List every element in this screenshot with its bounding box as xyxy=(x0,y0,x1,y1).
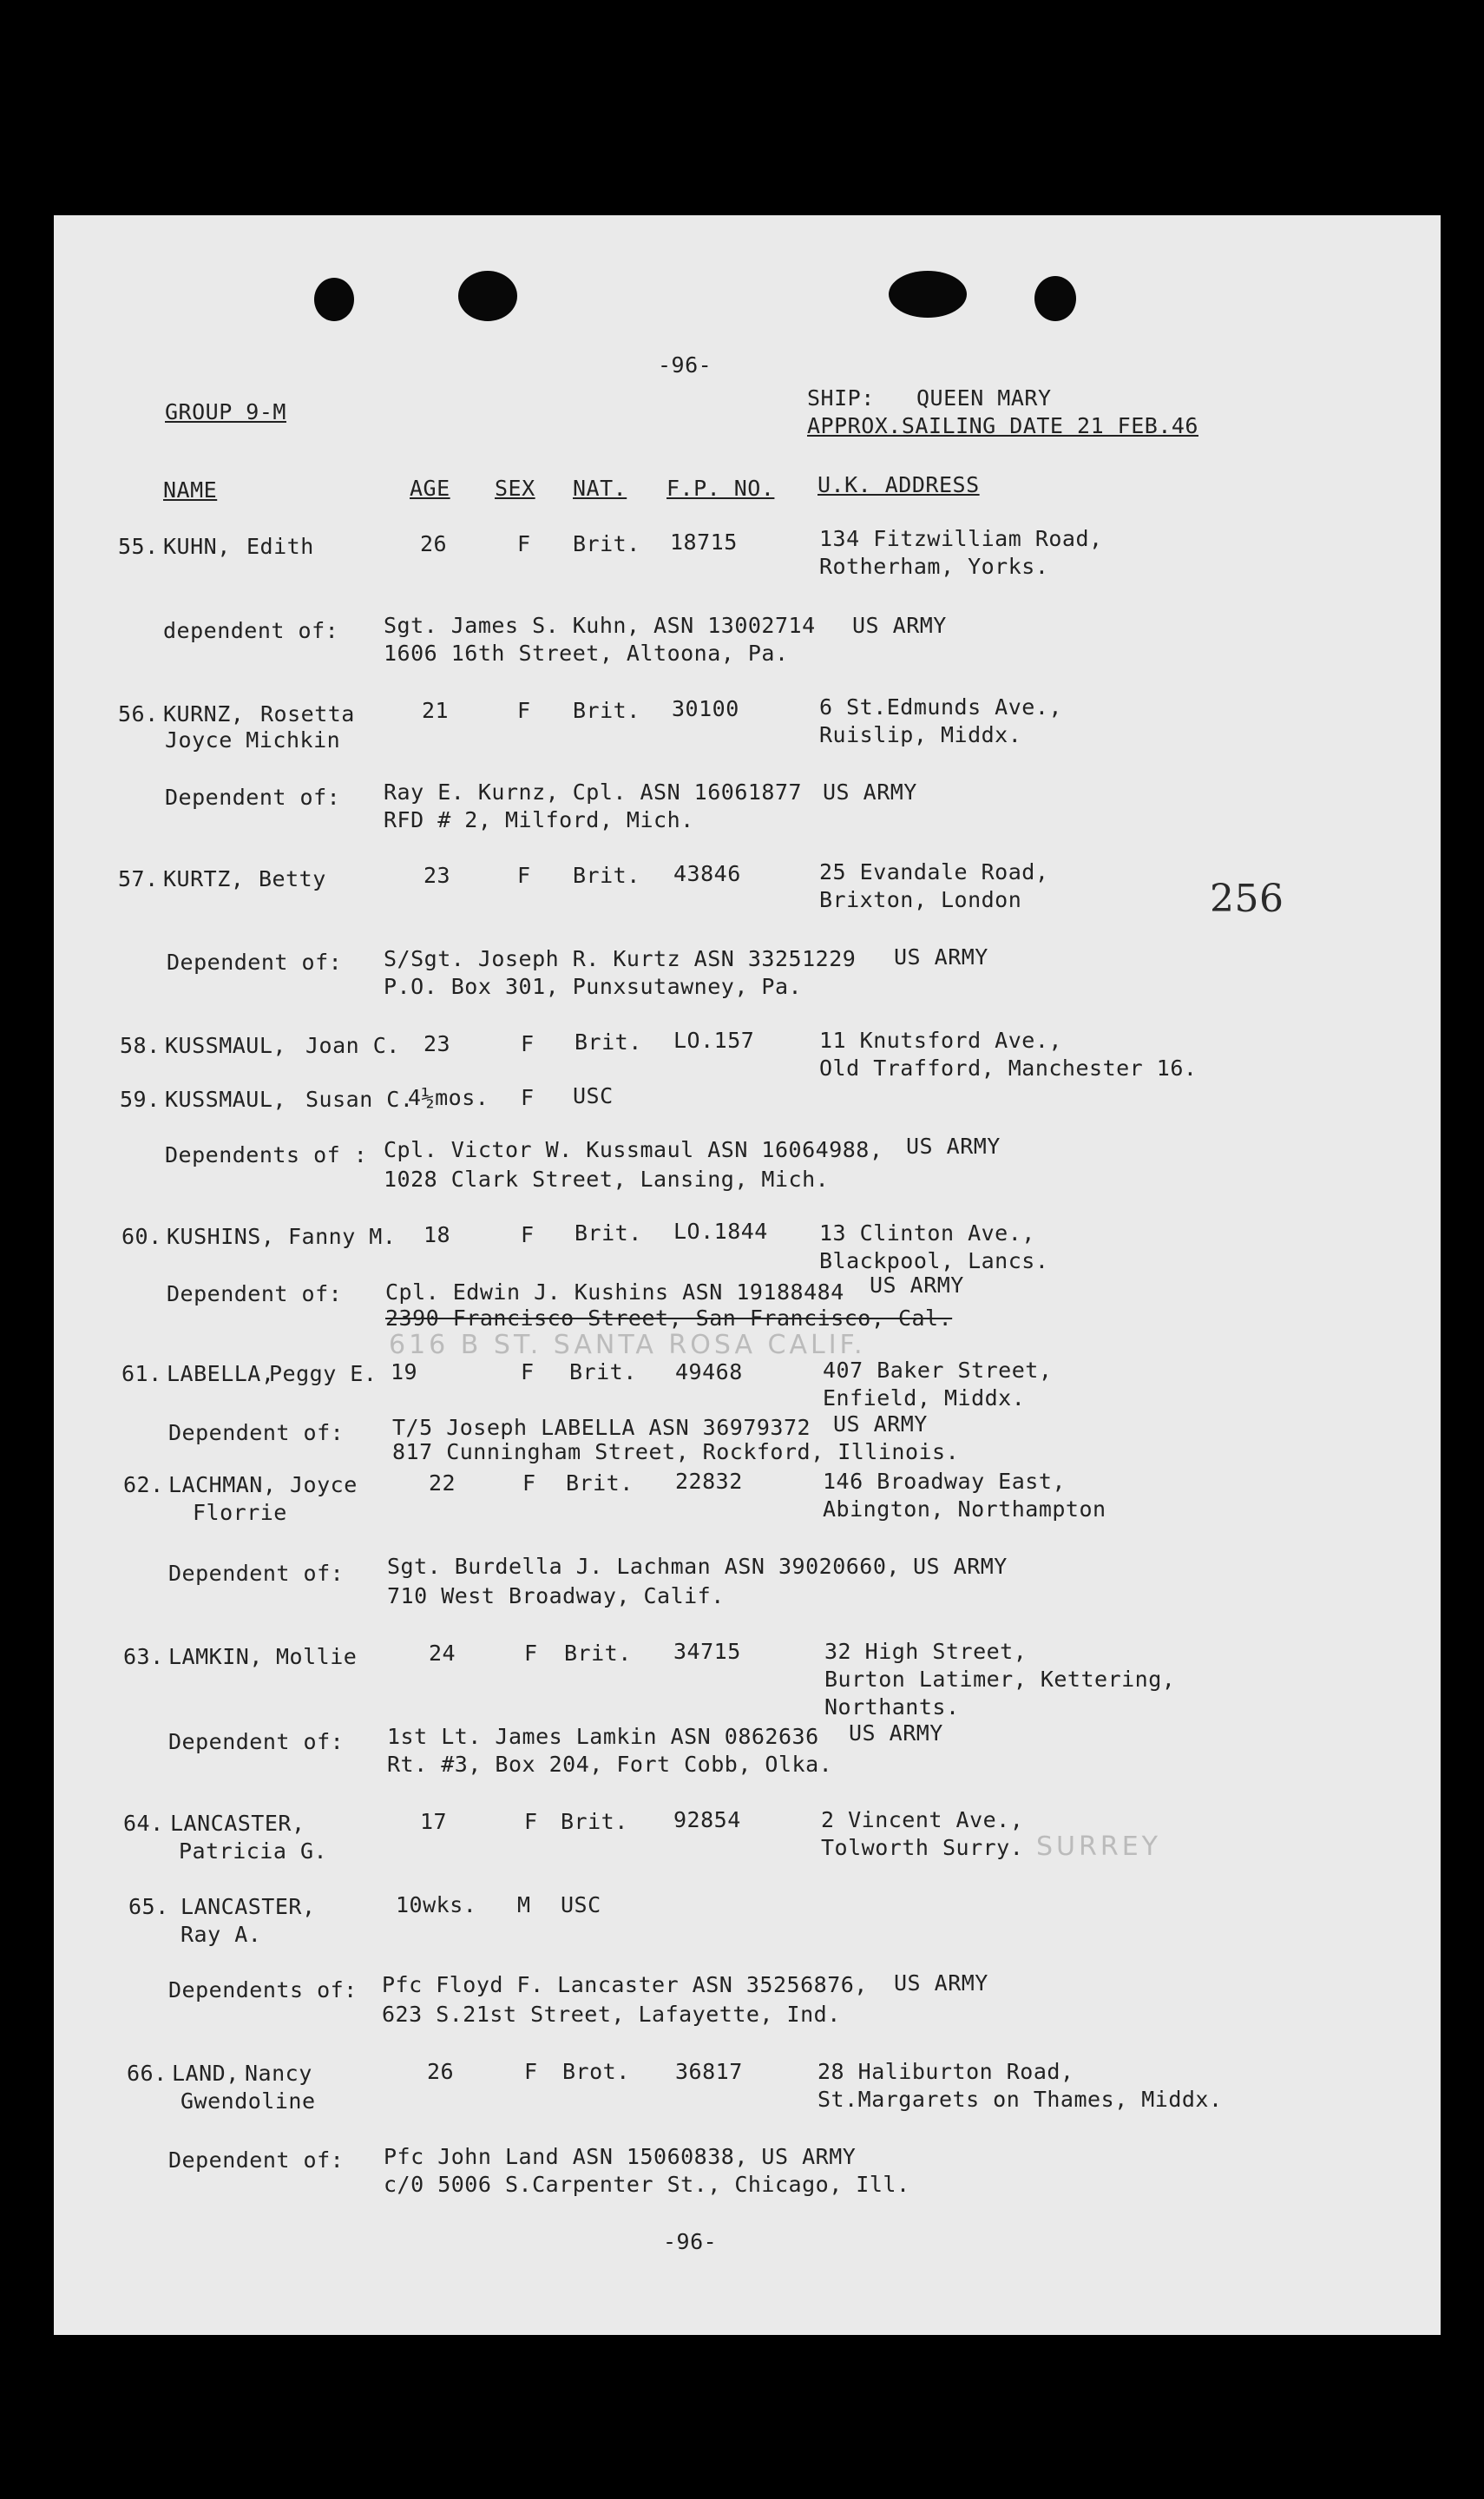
entry-sex: F xyxy=(522,1470,536,1496)
entry-age: 21 xyxy=(422,698,450,723)
ship-label: SHIP: xyxy=(807,385,875,411)
entry-address-2: Enfield, Middx. xyxy=(823,1385,1026,1411)
dependent-name: Cpl. Victor W. Kussmaul ASN 16064988, xyxy=(384,1137,883,1162)
entry-address-1: 407 Baker Street, xyxy=(823,1358,1053,1383)
entry-number: 61. xyxy=(121,1361,162,1386)
entry-sex: F xyxy=(517,698,531,723)
dependent-name: Sgt. Burdella J. Lachman ASN 39020660, xyxy=(387,1554,900,1579)
entry-sex: F xyxy=(517,531,531,556)
entry-age: 26 xyxy=(420,531,448,556)
dependent-address: Rt. #3, Box 204, Fort Cobb, Olka. xyxy=(387,1752,833,1777)
entry-age: 19 xyxy=(391,1359,418,1384)
dependent-name: Cpl. Edwin J. Kushins ASN 19188484 xyxy=(385,1279,844,1305)
page-number-bottom: -96- xyxy=(663,2229,718,2254)
dependent-name: Ray E. Kurnz, Cpl. ASN 16061877 xyxy=(384,779,803,805)
punch-hole xyxy=(314,278,354,321)
dependent-address: 1606 16th Street, Altoona, Pa. xyxy=(384,641,789,666)
dependent-unit: US ARMY xyxy=(894,944,988,970)
sailing-date: APPROX.SAILING DATE 21 FEB.46 xyxy=(807,413,1198,438)
entry-nat: USC xyxy=(573,1083,614,1108)
entry-age: 23 xyxy=(424,1031,451,1056)
dependent-name: S/Sgt. Joseph R. Kurtz ASN 33251229 xyxy=(384,946,857,971)
dependent-unit: US ARMY xyxy=(823,779,917,805)
entry-fp: 22832 xyxy=(675,1469,743,1494)
entry-address-2: Abington, Northampton xyxy=(823,1496,1106,1522)
punch-hole xyxy=(889,271,967,318)
dependent-name: 1st Lt. James Lamkin ASN 0862636 xyxy=(387,1724,819,1749)
entry-given: Joan C. xyxy=(305,1033,400,1058)
entry-nat: Brit. xyxy=(561,1809,628,1834)
dependent-address: 817 Cunningham Street, Rockford, Illinois. xyxy=(392,1439,960,1464)
entry-sex: F xyxy=(517,863,531,888)
entry-given: Betty xyxy=(259,866,326,891)
entry-surname: KURTZ, xyxy=(163,866,245,891)
entry-number: 59. xyxy=(120,1087,161,1112)
entry-given-2: Joyce Michkin xyxy=(165,727,341,753)
entry-given: Nancy xyxy=(245,2061,312,2086)
page-stamp: 256 xyxy=(1210,877,1284,921)
entry-number: 55. xyxy=(118,534,159,559)
entry-nat: Brit. xyxy=(564,1641,632,1666)
handwritten-correction: 616 B ST. SANTA ROSA CALIF. xyxy=(389,1330,866,1360)
entry-sex: F xyxy=(524,1641,538,1666)
entry-given: Fanny M. xyxy=(288,1224,397,1249)
entry-age: 26 xyxy=(427,2059,455,2084)
entry-nat: Brit. xyxy=(569,1359,637,1384)
entry-age: 17 xyxy=(420,1809,448,1834)
entry-surname: LANCASTER, xyxy=(170,1811,305,1836)
entry-number: 65. xyxy=(128,1894,169,1919)
dependent-label: Dependent of: xyxy=(168,2147,345,2173)
entry-number: 62. xyxy=(123,1472,164,1497)
entry-given-2: Patricia G. xyxy=(179,1838,328,1864)
dependent-name: Pfc John Land ASN 15060838, US ARMY xyxy=(384,2144,857,2169)
entry-surname: LANCASTER, xyxy=(181,1894,316,1919)
entry-nat: USC xyxy=(561,1892,601,1917)
entry-surname: KURNZ, xyxy=(163,701,245,727)
dependent-address: RFD # 2, Milford, Mich. xyxy=(384,807,694,832)
entry-address-2: Blackpool, Lancs. xyxy=(819,1248,1049,1273)
entry-number: 64. xyxy=(123,1811,164,1836)
dependent-address: 623 S.21st Street, Lafayette, Ind. xyxy=(382,2002,841,2027)
entry-sex: F xyxy=(524,1809,538,1834)
entry-address-1: 11 Knutsford Ave., xyxy=(819,1028,1062,1053)
entry-given-2: Gwendoline xyxy=(181,2088,316,2114)
dependent-label: Dependents of : xyxy=(165,1142,368,1167)
dependent-label: Dependents of: xyxy=(168,1977,358,2002)
entry-sex: F xyxy=(521,1085,535,1110)
dependent-label: Dependent of: xyxy=(165,785,341,810)
entry-number: 57. xyxy=(118,866,159,891)
entry-given: Joyce xyxy=(290,1472,358,1497)
page-number-top: -96- xyxy=(658,352,712,378)
entry-number: 63. xyxy=(123,1644,164,1669)
entry-age: 24 xyxy=(429,1641,456,1666)
dependent-address-struck: 2390 Francisco Street, San Francisco, Cal. xyxy=(385,1305,953,1331)
col-age: AGE xyxy=(410,476,450,501)
entry-sex: F xyxy=(524,2059,538,2084)
col-address: U.K. ADDRESS xyxy=(818,472,980,497)
dependent-address: 1028 Clark Street, Lansing, Mich. xyxy=(384,1167,830,1192)
dependent-address: c/0 5006 S.Carpenter St., Chicago, Ill. xyxy=(384,2172,910,2197)
entry-sex: F xyxy=(521,1031,535,1056)
entry-nat: Brit. xyxy=(575,1220,642,1246)
entry-nat: Brit. xyxy=(573,698,640,723)
dependent-address: P.O. Box 301, Punxsutawney, Pa. xyxy=(384,974,803,999)
dependent-label: Dependent of: xyxy=(168,1420,345,1445)
entry-age: 23 xyxy=(424,863,451,888)
entry-address-1: 28 Haliburton Road, xyxy=(818,2059,1074,2084)
group-label: GROUP 9-M xyxy=(165,399,286,424)
entry-surname: LABELLA, xyxy=(167,1361,275,1386)
entry-fp: 92854 xyxy=(673,1807,741,1832)
handwritten-correction: SURREY xyxy=(1036,1832,1161,1862)
dependent-unit: US ARMY xyxy=(833,1411,928,1437)
entry-given: Rosetta xyxy=(260,701,355,727)
entry-address-2: St.Margarets on Thames, Middx. xyxy=(818,2087,1223,2112)
entry-age: 18 xyxy=(424,1222,451,1247)
col-name: NAME xyxy=(163,477,218,503)
entry-fp: LO.1844 xyxy=(673,1219,768,1244)
entry-given-2: Florrie xyxy=(193,1500,287,1525)
dependent-label: dependent of: xyxy=(163,618,339,643)
col-nat: NAT. xyxy=(573,476,627,501)
punch-hole xyxy=(1034,276,1076,321)
entry-address-2: Burton Latimer, Kettering, xyxy=(824,1667,1176,1692)
dependent-label: Dependent of: xyxy=(168,1561,345,1586)
dependent-label: Dependent of: xyxy=(167,950,343,975)
ship-name: QUEEN MARY xyxy=(916,385,1052,411)
entry-surname: KUSHINS, xyxy=(167,1224,275,1249)
entry-number: 56. xyxy=(118,701,159,727)
entry-sex: F xyxy=(521,1359,535,1384)
punch-hole xyxy=(458,271,517,321)
entry-address-1: 146 Broadway East, xyxy=(823,1469,1066,1494)
entry-surname: LACHMAN, xyxy=(168,1472,277,1497)
entry-address-1: 134 Fitzwilliam Road, xyxy=(819,526,1103,551)
dependent-unit: US ARMY xyxy=(870,1273,964,1298)
dependent-unit: US ARMY xyxy=(913,1554,1008,1579)
entry-surname: KUSSMAUL, xyxy=(165,1087,286,1112)
entry-address-3: Northants. xyxy=(824,1694,960,1720)
entry-address-2: Old Trafford, Manchester 16. xyxy=(819,1055,1198,1081)
entry-given-2: Ray A. xyxy=(181,1922,262,1947)
entry-fp: LO.157 xyxy=(673,1028,755,1053)
col-fp: F.P. NO. xyxy=(666,476,775,501)
entry-number: 58. xyxy=(120,1033,161,1058)
entry-surname: KUHN, xyxy=(163,534,231,559)
entry-address-2: Tolworth Surry. xyxy=(821,1835,1024,1860)
entry-fp: 34715 xyxy=(673,1639,741,1664)
entry-address-1: 13 Clinton Ave., xyxy=(819,1220,1035,1246)
entry-address-2: Brixton, London xyxy=(819,887,1022,912)
entry-given: Susan C. xyxy=(305,1087,414,1112)
dependent-name: Pfc Floyd F. Lancaster ASN 35256876, xyxy=(382,1972,868,1997)
entry-nat: Brit. xyxy=(573,531,640,556)
entry-surname: LAMKIN, xyxy=(168,1644,263,1669)
dependent-name: T/5 Joseph LABELLA ASN 36979372 xyxy=(392,1415,811,1440)
entry-given: Edith xyxy=(246,534,314,559)
entry-number: 66. xyxy=(127,2061,167,2086)
entry-address-1: 6 St.Edmunds Ave., xyxy=(819,694,1062,720)
entry-age: 10wks. xyxy=(396,1892,477,1917)
dependent-unit: US ARMY xyxy=(849,1720,943,1746)
entry-address-2: Ruislip, Middx. xyxy=(819,722,1022,747)
dependent-label: Dependent of: xyxy=(168,1729,345,1754)
entry-sex: M xyxy=(517,1892,531,1917)
entry-age: 22 xyxy=(429,1470,456,1496)
entry-given: Peggy E. xyxy=(269,1361,378,1386)
entry-sex: F xyxy=(521,1222,535,1247)
entry-address-2: Rotherham, Yorks. xyxy=(819,554,1049,579)
entry-fp: 30100 xyxy=(672,696,739,721)
entry-surname: LAND, xyxy=(172,2061,240,2086)
entry-number: 60. xyxy=(121,1224,162,1249)
entry-nat: Brit. xyxy=(573,863,640,888)
entry-nat: Brot. xyxy=(562,2059,630,2084)
entry-surname: KUSSMAUL, xyxy=(165,1033,286,1058)
dependent-unit: US ARMY xyxy=(906,1134,1001,1159)
entry-address-1: 25 Evandale Road, xyxy=(819,859,1049,885)
entry-age: 4½mos. xyxy=(408,1085,489,1110)
dependent-address: 710 West Broadway, Calif. xyxy=(387,1583,725,1608)
dependent-name: Sgt. James S. Kuhn, ASN 13002714 xyxy=(384,613,816,638)
entry-given: Mollie xyxy=(276,1644,358,1669)
dependent-unit: US ARMY xyxy=(852,613,947,638)
entry-nat: Brit. xyxy=(575,1029,642,1055)
entry-fp: 49468 xyxy=(675,1359,743,1384)
entry-address-1: 32 High Street, xyxy=(824,1639,1028,1664)
entry-fp: 43846 xyxy=(673,861,741,886)
entry-nat: Brit. xyxy=(566,1470,634,1496)
entry-fp: 36817 xyxy=(675,2059,743,2084)
col-sex: SEX xyxy=(495,476,535,501)
entry-address-1: 2 Vincent Ave., xyxy=(821,1807,1024,1832)
dependent-label: Dependent of: xyxy=(167,1281,343,1306)
dependent-unit: US ARMY xyxy=(894,1970,988,1996)
entry-fp: 18715 xyxy=(670,529,738,555)
